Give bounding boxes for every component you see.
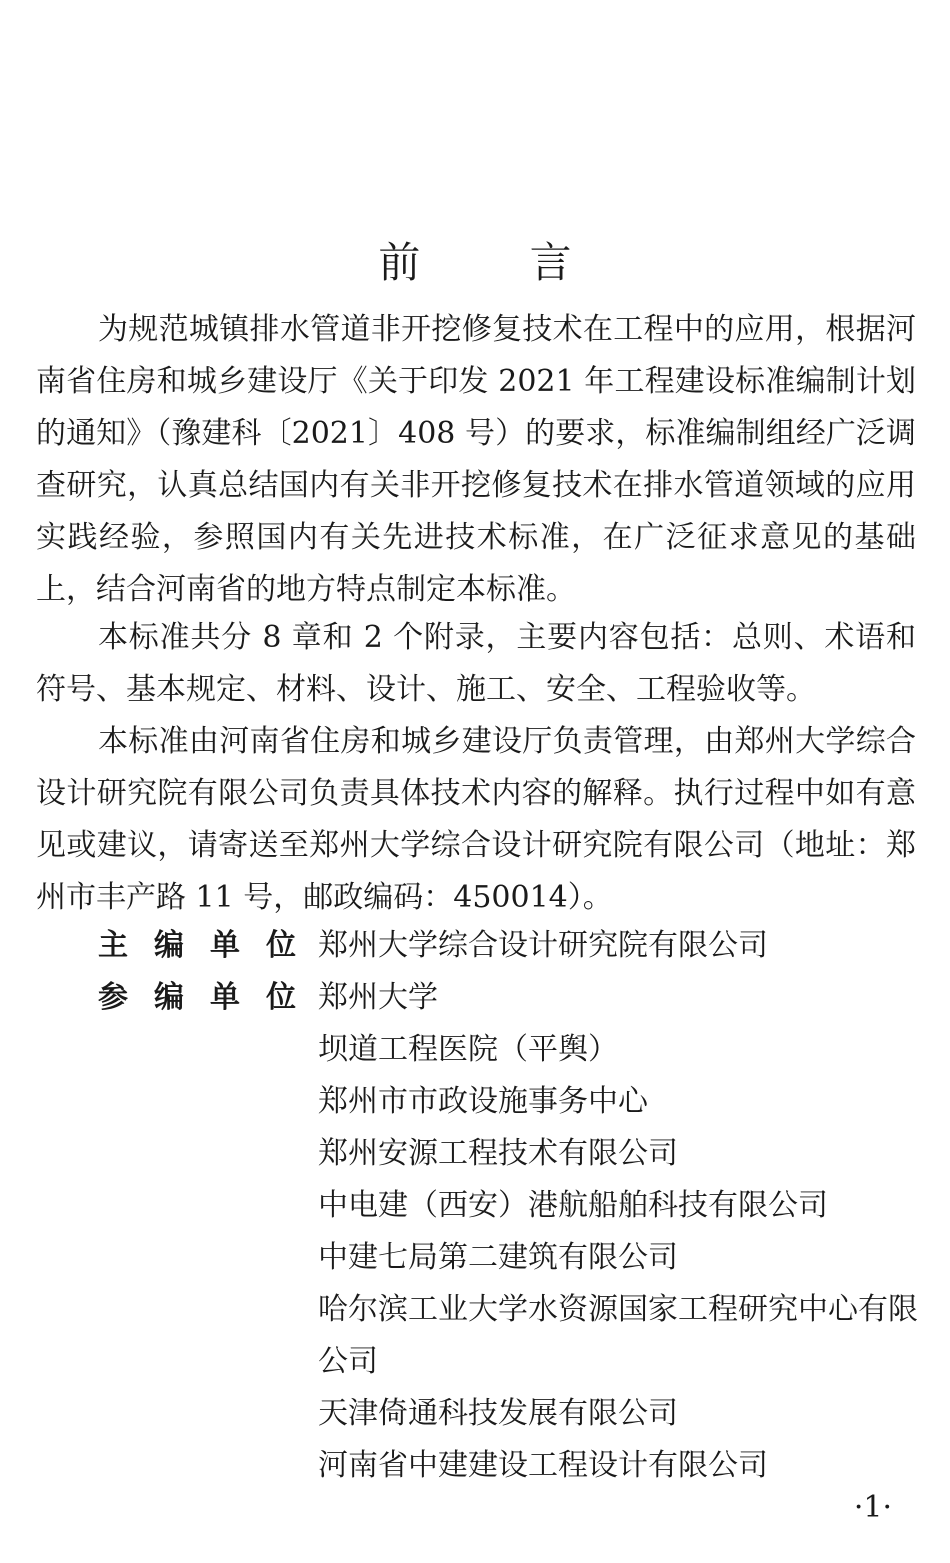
participant-item: 郑州安源工程技术有限公司: [318, 1136, 678, 1171]
participant-item: 天津倚通科技发展有限公司: [318, 1396, 678, 1431]
participant-item: 郑州大学: [318, 980, 438, 1015]
editorial-units: [98, 920, 918, 1492]
participant-item: 坝道工程医院（平舆）: [318, 1032, 618, 1067]
paragraph-2-block: [36, 612, 916, 716]
participants-list: [318, 972, 918, 1492]
participants-label: 参编单位: [98, 980, 322, 1015]
participant-item: 哈尔滨工业大学水资源国家工程研究中心有限公司: [318, 1292, 918, 1379]
participant-item: 郑州市市政设施事务中心: [318, 1084, 648, 1119]
participant-item: 河南省中建建设工程设计有限公司: [318, 1448, 768, 1483]
paragraph-1-block: [36, 304, 916, 616]
paragraph-3-block: [36, 716, 916, 924]
page-number: ·1·: [853, 1490, 892, 1525]
paragraph-2: 本标准共分 8 章和 2 个附录，主要内容包括：总则、术语和符号、基本规定、材料、设计、施工、安全、工程验收等。: [36, 620, 916, 707]
paragraph-1: 为规范城镇排水管道非开挖修复技术在工程中的应用，根据河南省住房和城乡建设厅《关于印发 2021 年工程建设标准编制计划的通知》（豫建科〔2021〕408 号）的要求，标准编制组经广泛调查研究，认真总结国内有关非开挖修复技术在排水管道领域的应用实践经验，参照国内有关先进技术标准，在广泛征求意见的基础上，结合河南省的地方特点制定本标准。: [36, 312, 916, 607]
chief-editor-name: 郑州大学综合设计研究院有限公司: [318, 928, 768, 963]
chief-editor-row: [98, 920, 918, 972]
participant-item: 中电建（西安）港航船舶科技有限公司: [318, 1188, 828, 1223]
participants-row: [98, 972, 918, 1492]
page-title: 前 言: [378, 238, 620, 288]
chief-editor-label: 主编单位: [98, 928, 322, 963]
participant-item: 中建七局第二建筑有限公司: [318, 1240, 678, 1275]
paragraph-3: 本标准由河南省住房和城乡建设厅负责管理，由郑州大学综合设计研究院有限公司负责具体技术内容的解释。执行过程中如有意见或建议，请寄送至郑州大学综合设计研究院有限公司（地址：郑州市丰产路 11 号，邮政编码：450014）。: [36, 724, 916, 915]
